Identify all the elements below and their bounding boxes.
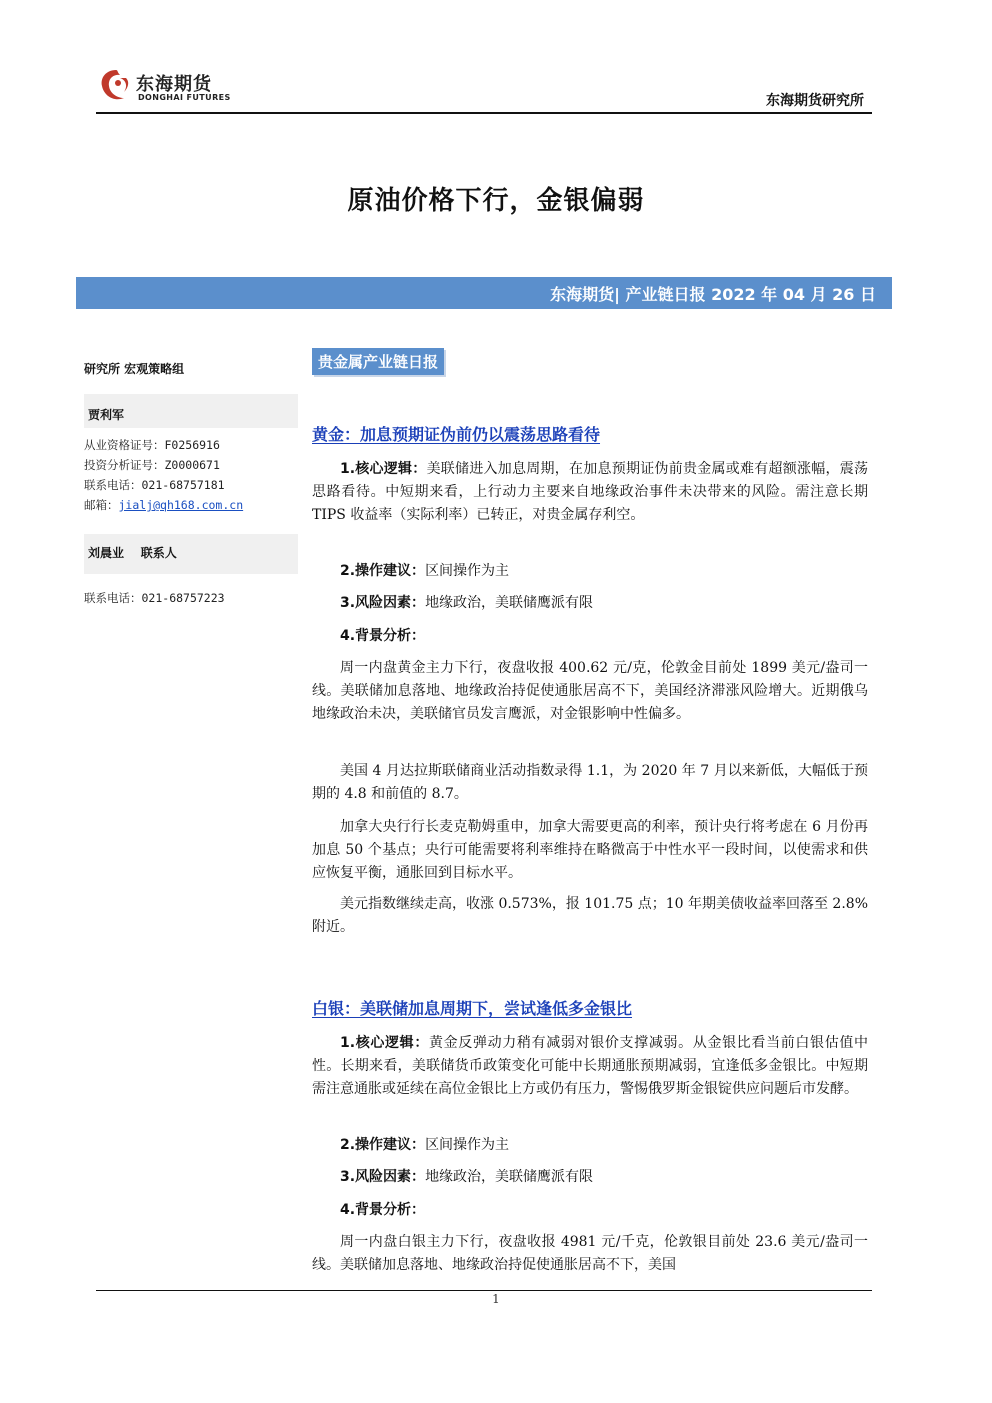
analyst2-name-box — [84, 534, 298, 574]
dragon-logo-icon — [96, 66, 134, 106]
report-tag: 贵金属产业链日报 — [312, 348, 444, 375]
gold-core-text: 美联储进入加息周期，在加息预期证伪前贵金属或难有超额涨幅，震荡思路看待。中短期来看，上行动力主要来自地缘政治事件未决带来的风险。需注意长期 TIPS 收益率（实际利率）已转正，对贵金属存利空。 — [312, 461, 869, 523]
gold-bg-para-1: 周一内盘黄金主力下行，夜盘收报 400.62 元/克，伦敦金目前处 1899 美元/盎司一线。美联储加息落地、地缘政治持促使通胀居高不下，美国经济滞涨风险增大。近期俄乌地缘政治未决，美联储官员发言鹰派，对金银影响中性偏多。 — [312, 660, 868, 722]
logo-text-en: DONGHAI FUTURES — [138, 93, 231, 102]
analyst1-email-link[interactable]: jialj@qh168.com.cn — [118, 498, 244, 512]
silver-background-heading — [312, 1199, 868, 1222]
report-title: 原油价格下行，金银偏弱 — [347, 186, 645, 216]
gold-risk — [312, 592, 868, 615]
silver-operation — [312, 1134, 868, 1157]
gold-bg-para-4: 美元指数继续走高，收涨 0.573%，报 101.75 点；10 年期美债收益率回落至 2.8%附近。 — [312, 896, 868, 935]
silver-risk-label: 3.风险因素： — [340, 1169, 426, 1185]
silver-core-text: 黄金反弹动力稍有减弱对银价支撑减弱。从金银比看当前白银估值中性。长期来看，美联储货币政策变化可能中长期通胀预期减弱，宜逢低多金银比。中短期需注意通胀或延续在高位金银比上方或仍有压力，警惕俄罗斯金银锭供应问题后市发酵。 — [312, 1035, 869, 1097]
silver-core-logic — [312, 1032, 868, 1101]
gold-section-title[interactable]: 黄金：加息预期证伪前仍以震荡思路看待 — [312, 425, 601, 444]
analyst1-name: 贾利军 — [88, 408, 125, 422]
gold-core-label: 1.核心逻辑： — [340, 461, 427, 477]
analyst1-license: 投资分析证号：Z0000671 — [84, 458, 220, 472]
analyst1-cert: 从业资格证号：F0256916 — [84, 438, 220, 452]
analyst1-details — [84, 435, 298, 515]
gold-risk-text: 地缘政治，美联储鹰派有限 — [425, 595, 594, 611]
analyst1-email-row — [84, 495, 298, 515]
date-banner — [76, 277, 892, 309]
silver-section-title[interactable]: 白银：美联储加息周期下，尝试逢低多金银比 — [312, 999, 633, 1018]
research-group: 研究所 宏观策略组 — [84, 362, 185, 376]
silver-op-label: 2.操作建议： — [340, 1137, 426, 1153]
silver-risk-text: 地缘政治，美联储鹰派有限 — [425, 1169, 594, 1185]
email-label: 邮箱： — [84, 498, 119, 512]
analyst1-phone: 联系电话：021-68757181 — [84, 478, 225, 492]
gold-op-label: 2.操作建议： — [340, 563, 426, 579]
analyst1-name-box — [84, 394, 298, 428]
gold-op-text: 区间操作为主 — [425, 563, 510, 579]
silver-bg-label: 4.背景分析： — [340, 1202, 426, 1218]
silver-bg-para-1: 周一内盘白银主力下行，夜盘收报 4981 元/千克，伦敦银目前处 23.6 美元/盎司一线。美联储加息落地、地缘政治持促使通胀居高不下，美国 — [312, 1234, 868, 1273]
logo-text-cn: 东海期货 — [136, 74, 212, 95]
footer-divider — [96, 1290, 872, 1291]
page-number: 1 — [492, 1292, 500, 1306]
gold-core-logic — [312, 458, 868, 527]
gold-bg-para-3: 加拿大央行行长麦克勒姆重申，加拿大需要更高的利率，预计央行将考虑在 6 月份再加息 50 个基点；央行可能需要将利率维持在略微高于中性水平一段时间，以使需求和供应恢复平衡，通胀回到目标水平。 — [312, 819, 868, 881]
gold-background-heading — [312, 625, 868, 648]
institute-name: 东海期货研究所 — [766, 93, 864, 109]
gold-bg-para-2: 美国 4 月达拉斯联储商业活动指数录得 1.1，为 2020 年 7 月以来新低，大幅低于预期的 4.8 和前值的 8.7。 — [312, 763, 868, 802]
gold-bg-label: 4.背景分析： — [340, 628, 426, 644]
company-logo — [96, 66, 236, 106]
gold-risk-label: 3.风险因素： — [340, 595, 426, 611]
silver-op-text: 区间操作为主 — [425, 1137, 510, 1153]
header-divider — [96, 112, 872, 114]
analyst2-phone: 联系电话：021-68757223 — [84, 591, 225, 605]
analyst2-name: 刘晨业 联系人 — [88, 546, 177, 560]
date-banner-text: 东海期货| 产业链日报 2022 年 04 月 26 日 — [550, 285, 876, 304]
silver-core-label: 1.核心逻辑： — [340, 1035, 429, 1051]
gold-operation — [312, 560, 868, 583]
silver-risk — [312, 1166, 868, 1189]
